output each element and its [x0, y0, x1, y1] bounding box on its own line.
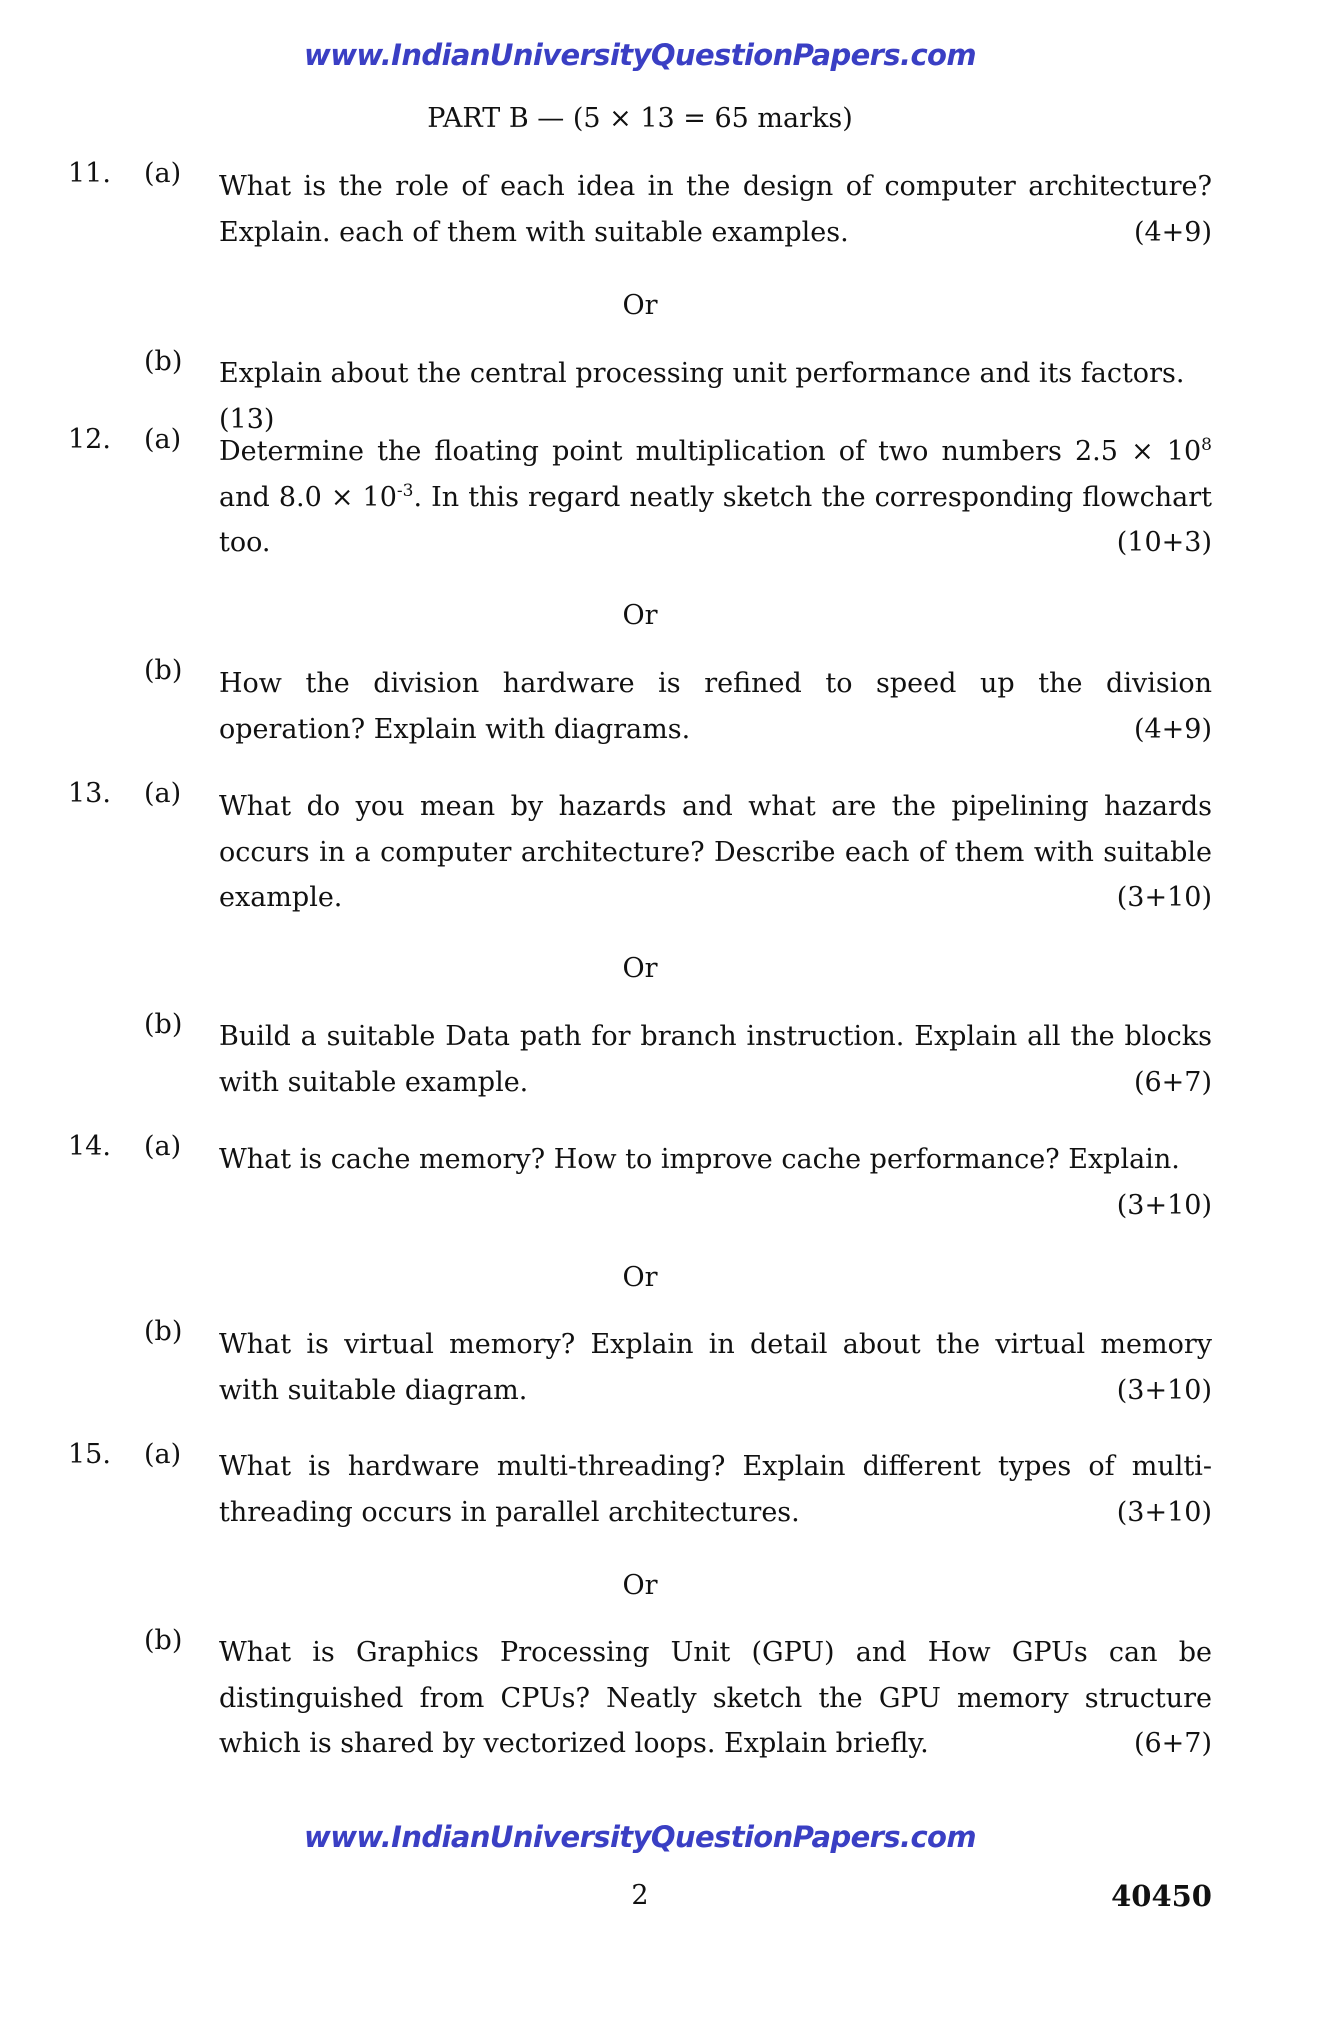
- marks: (3+10): [1116, 882, 1212, 913]
- marks: (3+10): [1116, 1190, 1212, 1221]
- option-label-12b: (b): [144, 655, 183, 686]
- marks: (6+7): [1133, 1066, 1212, 1098]
- option-label-11b: (b): [144, 346, 183, 377]
- part-heading: PART B — (5 × 13 = 65 marks): [427, 103, 853, 134]
- question-text: What is virtual memory? Explain in detail about the virtual memory with suitable diagram.: [219, 1329, 1212, 1406]
- question-number-11: 11.: [68, 158, 111, 189]
- question-14a-marks: [219, 1183, 1212, 1229]
- exponent: 8: [1201, 435, 1212, 455]
- page-number: 2: [631, 1880, 649, 1911]
- option-label-13b: (b): [144, 1009, 183, 1040]
- or-separator-13: Or: [622, 953, 658, 984]
- question-number-15: 15.: [68, 1439, 111, 1470]
- marks: (6+7): [1133, 1728, 1212, 1759]
- question-text: Explain about the central processing unit performance and its factors.(13): [219, 358, 1185, 435]
- or-separator-11: Or: [622, 290, 658, 321]
- question-15a: [219, 1444, 1212, 1535]
- question-text: What is the role of each idea in the design of computer architecture? Explain. each of them with suitable examples.: [219, 171, 1212, 248]
- question-text: How the division hardware is refined to speed up the division operation? Explain with diagrams.: [219, 668, 1212, 745]
- question-text: What is cache memory? How to improve cache performance? Explain.: [219, 1144, 1180, 1175]
- question-14a: [219, 1137, 1212, 1183]
- watermark-top[interactable]: www.IndianUniversityQuestionPapers.com: [304, 38, 976, 72]
- marks: (3+10): [1116, 1374, 1212, 1406]
- watermark-bottom[interactable]: www.IndianUniversityQuestionPapers.com: [304, 1820, 976, 1854]
- question-11a: [219, 164, 1212, 255]
- option-label-14b: (b): [144, 1316, 183, 1347]
- option-label-15a: (a): [144, 1439, 182, 1470]
- option-label-13a: (a): [144, 778, 182, 809]
- marks: (3+10): [1116, 1496, 1212, 1528]
- question-13b: [219, 1014, 1212, 1105]
- option-label-14a: (a): [144, 1131, 182, 1162]
- question-number-14: 14.: [68, 1131, 111, 1162]
- option-label-11a: (a): [144, 158, 182, 189]
- or-separator-15: Or: [622, 1570, 658, 1601]
- question-number-12: 12.: [68, 424, 111, 455]
- question-text: Build a suitable Data path for branch instruction. Explain all the blocks with suitable example.: [219, 1021, 1212, 1098]
- or-separator-12: Or: [622, 600, 658, 631]
- question-text: What do you mean by hazards and what are the pipelining hazards occurs in a computer architecture? Describe each of them with suitable example.: [219, 791, 1212, 913]
- question-text: What is hardware multi-threading? Explain different types of multi-threading occurs in parallel architectures.: [219, 1451, 1212, 1528]
- question-13a: [219, 784, 1212, 921]
- question-12b: [219, 661, 1212, 752]
- question-14b: [219, 1322, 1212, 1413]
- marks: (4+9): [1133, 216, 1212, 248]
- paper-code: 40450: [1111, 1879, 1212, 1913]
- question-text-part: and 8.0 × 10: [219, 481, 397, 513]
- question-text: What is Graphics Processing Unit (GPU) and How GPUs can be distinguished from CPUs? Neatly sketch the GPU memory structure which is shared by vectorized loops. Explain briefly.: [219, 1637, 1212, 1759]
- option-label-15b: (b): [144, 1625, 183, 1656]
- question-text-part: . In this regard neatly sketch the corresponding flowchart too.: [219, 481, 1213, 558]
- marks: (4+9): [1133, 713, 1212, 745]
- question-12a: [219, 429, 1212, 566]
- exponent: -3: [396, 480, 414, 501]
- question-text-part: Determine the floating point multiplication of two numbers 2.5 × 10: [219, 436, 1202, 467]
- question-15b: [219, 1630, 1212, 1767]
- marks: (10+3): [1116, 527, 1212, 558]
- or-separator-14: Or: [622, 1262, 658, 1293]
- option-label-12a: (a): [144, 424, 182, 455]
- question-number-13: 13.: [68, 778, 111, 809]
